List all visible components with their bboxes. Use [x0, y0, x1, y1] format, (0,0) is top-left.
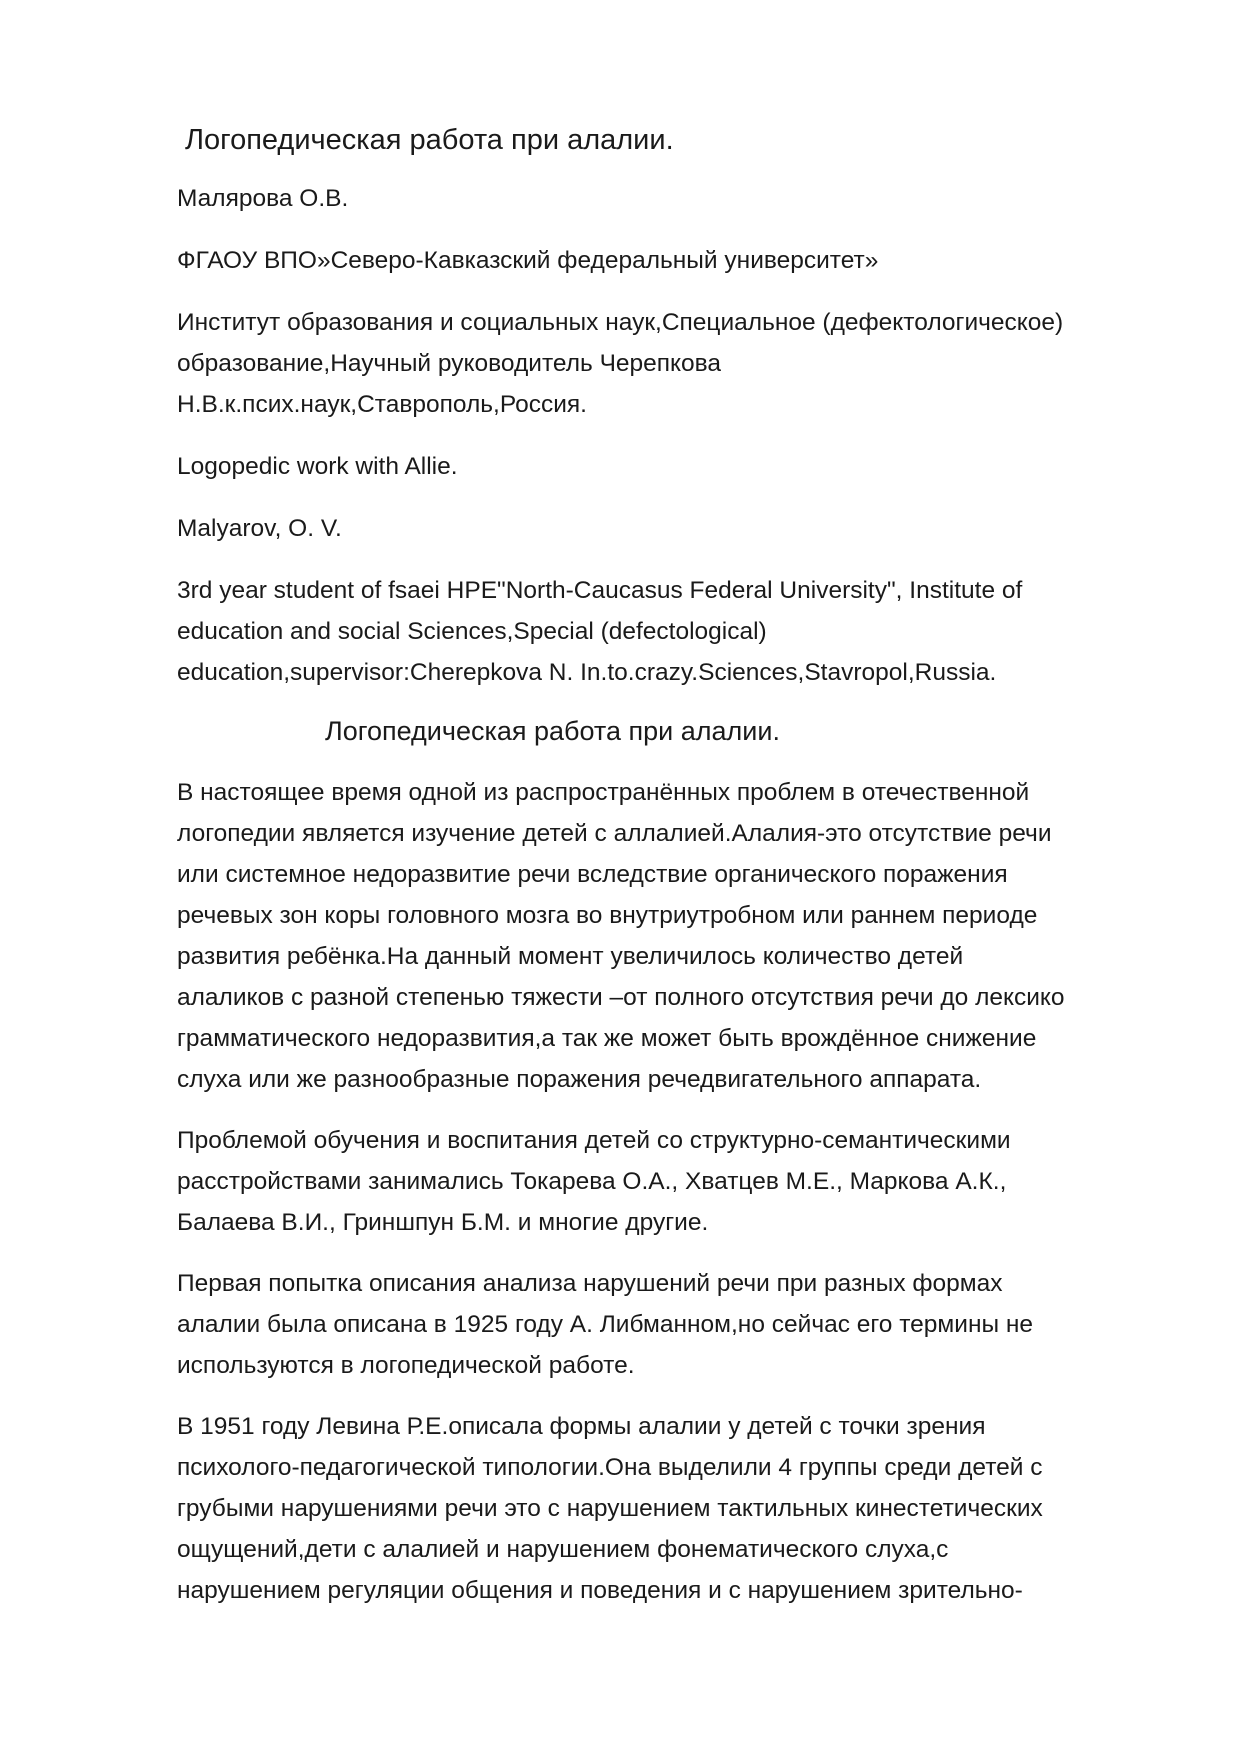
title-en: Logopedic work with Allie. [177, 453, 458, 480]
text-line: расстройствами занимались Токарева О.А., Хватцев М.Е., Маркова А.К., [177, 1168, 1007, 1195]
paragraph [177, 1263, 1157, 1386]
text-line: или системное недоразвитие речи вследствие органического поражения [177, 861, 1008, 888]
text-line: education,supervisor:Cherepkova N. In.to.crazy.Sciences,Stavropol,Russia. [177, 659, 997, 686]
text-line: нарушением регуляции общения и поведения и с нарушением зрительно- [177, 1577, 1023, 1604]
text-line: Проблемой обучения и воспитания детей со структурно-семантическими [177, 1127, 1011, 1154]
text-line: алалии была описана в 1925 году А. Либманном,но сейчас его термины не [177, 1311, 1034, 1338]
text-line: Балаева В.И., Гриншпун Б.М. и многие другие. [177, 1209, 709, 1236]
text-line: 3rd year student of fsaei HPE"North-Caucasus Federal University", Institute of [177, 577, 1023, 604]
article-body [177, 772, 1157, 1611]
text-line: грубыми нарушениями речи это с нарушением тактильных кинестетических [177, 1495, 1043, 1522]
organization-ru: ФГАОУ ВПО»Северо-Кавказский федеральный университет» [177, 247, 879, 274]
text-line: Первая попытка описания анализа нарушений речи при разных формах [177, 1270, 1003, 1297]
paragraph [177, 1120, 1157, 1243]
author-ru: Малярова О.В. [177, 185, 349, 212]
text-line: слуха или же разнообразные поражения речедвигательного аппарата. [177, 1066, 982, 1093]
text-line: используются в логопедической работе. [177, 1352, 635, 1379]
text-line: education and social Sciences,Special (defectological) [177, 618, 767, 645]
text-line: алаликов с разной степенью тяжести –от полного отсутствия речи до лексико [177, 984, 1065, 1011]
affiliation-ru [177, 302, 1157, 425]
text-line: грамматического недоразвития,а так же может быть врождённое снижение [177, 1025, 1037, 1052]
text-line: речевых зон коры головного мозга во внутриутробном или раннем периоде [177, 902, 1038, 929]
author-en: Malyarov, O. V. [177, 515, 342, 542]
document-title: Логопедическая работа при алалии. [185, 124, 674, 156]
section-title: Логопедическая работа при алалии. [325, 716, 780, 746]
affiliation-en [177, 570, 1157, 693]
text-line: В настоящее время одной из распространённых проблем в отечественной [177, 779, 1030, 806]
text-line: психолого-педагогической типологии.Она выделили 4 группы среди детей с [177, 1454, 1043, 1481]
text-line: Институт образования и социальных наук,Специальное (дефектологическое) [177, 309, 1064, 336]
text-line: развития ребёнка.На данный момент увеличилось количество детей [177, 943, 964, 970]
text-line: логопедии является изучение детей с аллалией.Алалия-это отсутствие речи [177, 820, 1052, 847]
text-line: Н.В.к.псих.наук,Ставрополь,Россия. [177, 391, 587, 418]
paragraph [177, 772, 1157, 1100]
text-line: образование,Научный руководитель Черепкова [177, 350, 722, 377]
text-line: В 1951 году Левина Р.Е.описала формы алалии у детей с точки зрения [177, 1413, 986, 1440]
paragraph [177, 1406, 1157, 1611]
document-content [177, 120, 1157, 1631]
text-line: ощущений,дети с алалией и нарушением фонематического слуха,с [177, 1536, 949, 1563]
